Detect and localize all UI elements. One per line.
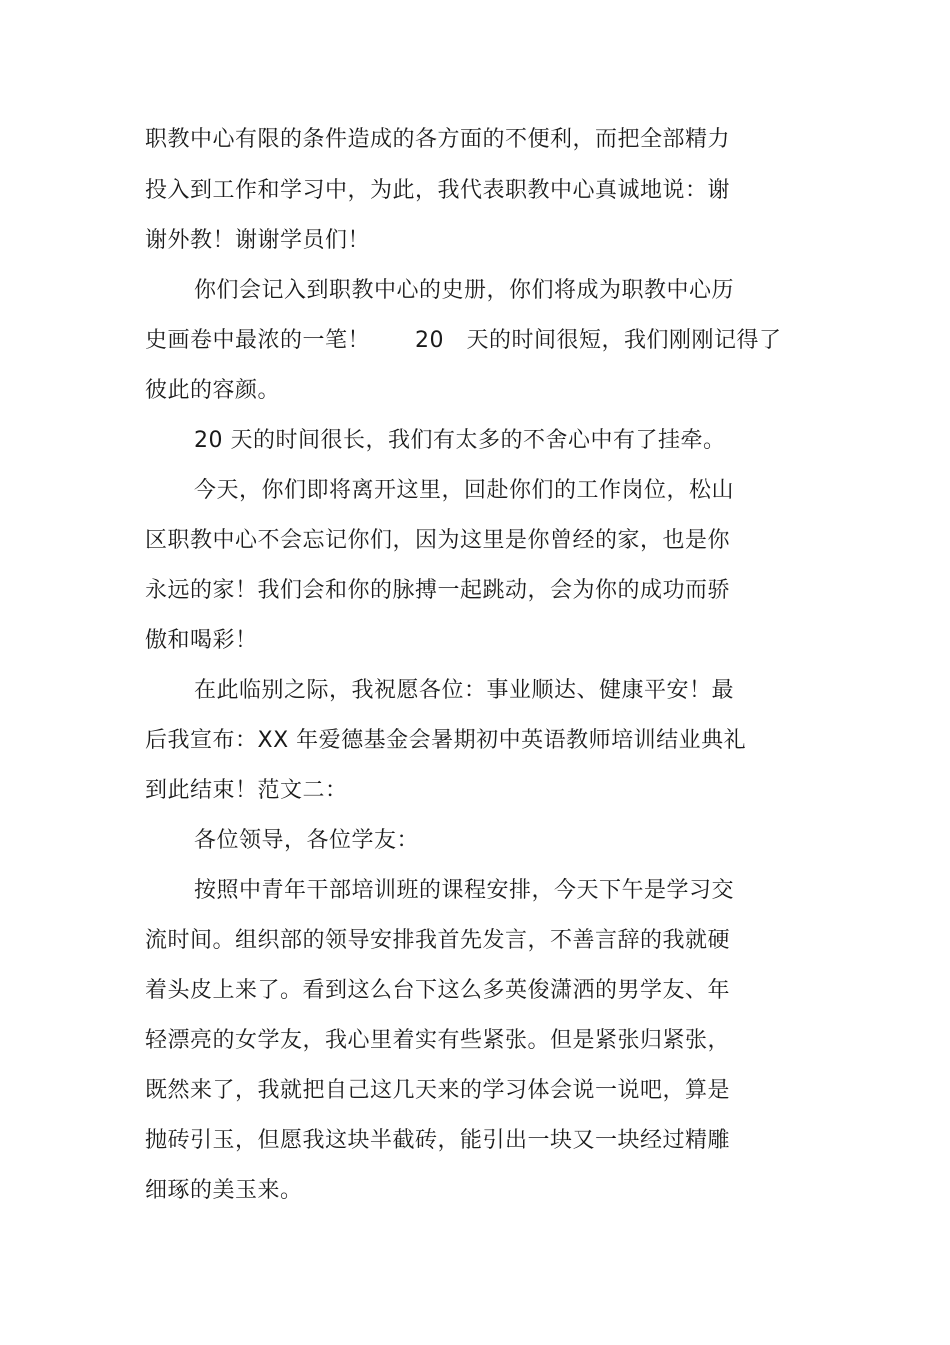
text-line: 谢外教！谢谢学员们！	[145, 228, 371, 253]
text-line: 抛砖引玉，但愿我这块半截砖，能引出一块又一块经过精雕	[145, 1128, 731, 1153]
paragraph-start-line: 你们会记入到职教中心的史册，你们将成为职教中心历	[194, 278, 735, 303]
text-line: 投入到工作和学习中，为此，我代表职教中心真诚地说：谢	[145, 178, 731, 203]
text-line: 职教中心有限的条件造成的各方面的不便利，而把全部精力	[145, 127, 731, 152]
paragraph-start-line: 在此临别之际，我祝愿各位：事业顺达、健康平安！最	[194, 678, 735, 703]
text-line: 着头皮上来了。看到这么台下这么多英俊潇洒的男学友、年	[145, 978, 731, 1003]
salutation-line: 各位领导，各位学友：	[194, 828, 420, 853]
text-line: 彼此的容颜。	[145, 378, 281, 403]
text-line: 后我宣布：XX 年爱德基金会暑期初中英语教师培训结业典礼	[145, 728, 747, 753]
text-line: 流时间。组织部的领导安排我首先发言，不善言辞的我就硬	[145, 928, 731, 953]
paragraph-start-line: 今天，你们即将离开这里，回赴你们的工作岗位，松山	[194, 478, 735, 503]
text-line: 到此结束！范文二：	[145, 778, 348, 803]
text-line: 傲和喝彩！	[145, 628, 258, 653]
text-line: 永远的家！我们会和你的脉搏一起跳动，会为你的成功而骄	[145, 578, 731, 603]
paragraph-start-line: 20 天的时间很长，我们有太多的不舍心中有了挂牵。	[194, 428, 726, 453]
text-line: 细琢的美玉来。	[145, 1178, 303, 1203]
text-line: 史画卷中最浓的一笔！ 20 天的时间很短，我们刚刚记得了	[145, 328, 782, 353]
text-line: 既然来了，我就把自己这几天来的学习体会说一说吧，算是	[145, 1078, 731, 1103]
text-line: 区职教中心不会忘记你们，因为这里是你曾经的家，也是你	[145, 528, 731, 553]
paragraph-start-line: 按照中青年干部培训班的课程安排，今天下午是学习交	[194, 878, 735, 903]
text-line: 轻漂亮的女学友，我心里着实有些紧张。但是紧张归紧张，	[145, 1028, 731, 1053]
